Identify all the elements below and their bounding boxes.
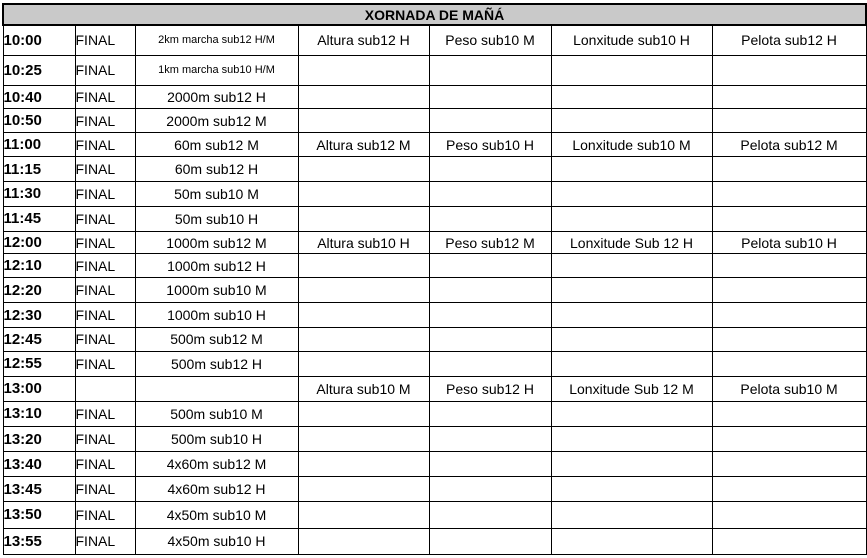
peso-cell [429, 109, 551, 133]
time-cell: 13:00 [3, 376, 75, 401]
lonxitude-cell [551, 528, 712, 554]
table-row [3, 109, 866, 133]
table-row [3, 427, 866, 452]
round-cell: FINAL [75, 231, 135, 254]
altura-cell [298, 85, 429, 109]
time-cell: 10:25 [3, 55, 75, 85]
race-cell: 500m sub10 M [135, 401, 298, 427]
altura-cell [298, 157, 429, 182]
round-cell: FINAL [75, 401, 135, 427]
race-cell: 50m sub10 M [135, 181, 298, 206]
lonxitude-cell [551, 303, 712, 328]
peso-cell [429, 303, 551, 328]
peso-cell [429, 85, 551, 109]
lonxitude-cell [551, 502, 712, 529]
altura-cell [298, 55, 429, 85]
round-cell: FINAL [75, 351, 135, 376]
round-cell: FINAL [75, 133, 135, 157]
time-cell: 13:45 [3, 477, 75, 502]
pelota-cell [712, 303, 866, 328]
table-row [3, 181, 866, 206]
altura-cell [298, 109, 429, 133]
pelota-cell [712, 427, 866, 452]
table-row [3, 452, 866, 477]
peso-cell [429, 181, 551, 206]
pelota-cell [712, 181, 866, 206]
pelota-cell [712, 452, 866, 477]
lonxitude-cell [551, 109, 712, 133]
race-cell: 4x50m sub10 H [135, 528, 298, 554]
time-cell: 12:55 [3, 351, 75, 376]
peso-cell [429, 427, 551, 452]
race-cell: 500m sub12 M [135, 327, 298, 351]
altura-cell [298, 502, 429, 529]
altura-cell: Altura sub10 M [298, 376, 429, 401]
altura-cell: Altura sub10 H [298, 231, 429, 254]
round-cell: FINAL [75, 502, 135, 529]
lonxitude-cell [551, 278, 712, 303]
pelota-cell: Pelota sub12 H [712, 25, 866, 55]
race-cell: 4x60m sub12 H [135, 477, 298, 502]
lonxitude-cell [551, 427, 712, 452]
lonxitude-cell [551, 452, 712, 477]
altura-cell [298, 278, 429, 303]
peso-cell: Peso sub12 M [429, 231, 551, 254]
round-cell: FINAL [75, 206, 135, 231]
schedule-table [2, 3, 867, 555]
round-cell: FINAL [75, 109, 135, 133]
race-cell: 500m sub10 H [135, 427, 298, 452]
altura-cell: Altura sub12 H [298, 25, 429, 55]
title-row [3, 4, 866, 25]
table-row [3, 55, 866, 85]
time-cell: 10:40 [3, 85, 75, 109]
lonxitude-cell [551, 181, 712, 206]
table-row [3, 254, 866, 278]
race-cell: 1000m sub12 H [135, 254, 298, 278]
altura-cell [298, 327, 429, 351]
peso-cell [429, 502, 551, 529]
altura-cell [298, 303, 429, 328]
altura-cell [298, 452, 429, 477]
altura-cell [298, 206, 429, 231]
pelota-cell [712, 528, 866, 554]
race-cell: 50m sub10 H [135, 206, 298, 231]
table-row [3, 327, 866, 351]
table-row [3, 351, 866, 376]
peso-cell [429, 157, 551, 182]
peso-cell [429, 351, 551, 376]
round-cell: FINAL [75, 327, 135, 351]
table-row [3, 278, 866, 303]
time-cell: 13:20 [3, 427, 75, 452]
round-cell: FINAL [75, 25, 135, 55]
round-cell [75, 376, 135, 401]
peso-cell [429, 401, 551, 427]
table-row [3, 157, 866, 182]
time-cell: 13:40 [3, 452, 75, 477]
pelota-cell [712, 351, 866, 376]
altura-cell [298, 477, 429, 502]
table-row [3, 303, 866, 328]
table-row [3, 85, 866, 109]
race-cell: 2000m sub12 M [135, 109, 298, 133]
lonxitude-cell [551, 477, 712, 502]
pelota-cell: Pelota sub10 H [712, 231, 866, 254]
race-cell: 60m sub12 M [135, 133, 298, 157]
lonxitude-cell: Lonxitude Sub 12 H [551, 231, 712, 254]
lonxitude-cell [551, 254, 712, 278]
round-cell: FINAL [75, 427, 135, 452]
table-row [3, 401, 866, 427]
pelota-cell [712, 109, 866, 133]
peso-cell [429, 477, 551, 502]
race-cell [135, 376, 298, 401]
table-title: XORNADA DE MAÑÁ [3, 4, 866, 25]
pelota-cell [712, 55, 866, 85]
pelota-cell [712, 206, 866, 231]
time-cell: 12:30 [3, 303, 75, 328]
peso-cell [429, 327, 551, 351]
pelota-cell [712, 254, 866, 278]
round-cell: FINAL [75, 528, 135, 554]
time-cell: 13:10 [3, 401, 75, 427]
lonxitude-cell [551, 351, 712, 376]
altura-cell [298, 528, 429, 554]
round-cell: FINAL [75, 181, 135, 206]
altura-cell [298, 181, 429, 206]
time-cell: 12:10 [3, 254, 75, 278]
race-cell: 1000m sub12 M [135, 231, 298, 254]
table-row [3, 25, 866, 55]
round-cell: FINAL [75, 452, 135, 477]
table-row [3, 477, 866, 502]
round-cell: FINAL [75, 303, 135, 328]
peso-cell [429, 528, 551, 554]
altura-cell [298, 351, 429, 376]
lonxitude-cell [551, 327, 712, 351]
time-cell: 13:55 [3, 528, 75, 554]
race-cell: 60m sub12 H [135, 157, 298, 182]
altura-cell [298, 427, 429, 452]
schedule-body [3, 25, 866, 555]
altura-cell [298, 254, 429, 278]
race-cell: 1km marcha sub10 H/M [135, 55, 298, 85]
peso-cell [429, 206, 551, 231]
lonxitude-cell [551, 206, 712, 231]
pelota-cell [712, 327, 866, 351]
pelota-cell: Pelota sub12 M [712, 133, 866, 157]
time-cell: 12:20 [3, 278, 75, 303]
round-cell: FINAL [75, 157, 135, 182]
lonxitude-cell: Lonxitude sub10 H [551, 25, 712, 55]
race-cell: 2000m sub12 H [135, 85, 298, 109]
time-cell: 11:45 [3, 206, 75, 231]
time-cell: 13:50 [3, 502, 75, 529]
table-row [3, 231, 866, 254]
pelota-cell [712, 157, 866, 182]
round-cell: FINAL [75, 254, 135, 278]
pelota-cell: Pelota sub10 M [712, 376, 866, 401]
peso-cell [429, 278, 551, 303]
time-cell: 11:30 [3, 181, 75, 206]
time-cell: 11:00 [3, 133, 75, 157]
table-row [3, 502, 866, 529]
table-row [3, 206, 866, 231]
peso-cell [429, 55, 551, 85]
peso-cell: Peso sub10 H [429, 133, 551, 157]
time-cell: 10:50 [3, 109, 75, 133]
time-cell: 12:45 [3, 327, 75, 351]
peso-cell: Peso sub12 H [429, 376, 551, 401]
time-cell: 10:00 [3, 25, 75, 55]
pelota-cell [712, 477, 866, 502]
round-cell: FINAL [75, 55, 135, 85]
table-row [3, 528, 866, 554]
race-cell: 1000m sub10 H [135, 303, 298, 328]
time-cell: 12:00 [3, 231, 75, 254]
peso-cell [429, 254, 551, 278]
lonxitude-cell [551, 85, 712, 109]
table-row [3, 376, 866, 401]
altura-cell: Altura sub12 M [298, 133, 429, 157]
round-cell: FINAL [75, 477, 135, 502]
pelota-cell [712, 278, 866, 303]
pelota-cell [712, 401, 866, 427]
time-cell: 11:15 [3, 157, 75, 182]
race-cell: 4x50m sub10 M [135, 502, 298, 529]
pelota-cell [712, 85, 866, 109]
pelota-cell [712, 502, 866, 529]
lonxitude-cell [551, 401, 712, 427]
peso-cell [429, 452, 551, 477]
race-cell: 4x60m sub12 M [135, 452, 298, 477]
lonxitude-cell [551, 55, 712, 85]
race-cell: 500m sub12 H [135, 351, 298, 376]
race-cell: 1000m sub10 M [135, 278, 298, 303]
table-row [3, 133, 866, 157]
altura-cell [298, 401, 429, 427]
lonxitude-cell: Lonxitude sub10 M [551, 133, 712, 157]
peso-cell: Peso sub10 M [429, 25, 551, 55]
lonxitude-cell [551, 157, 712, 182]
lonxitude-cell: Lonxitude Sub 12 M [551, 376, 712, 401]
race-cell: 2km marcha sub12 H/M [135, 25, 298, 55]
round-cell: FINAL [75, 278, 135, 303]
round-cell: FINAL [75, 85, 135, 109]
